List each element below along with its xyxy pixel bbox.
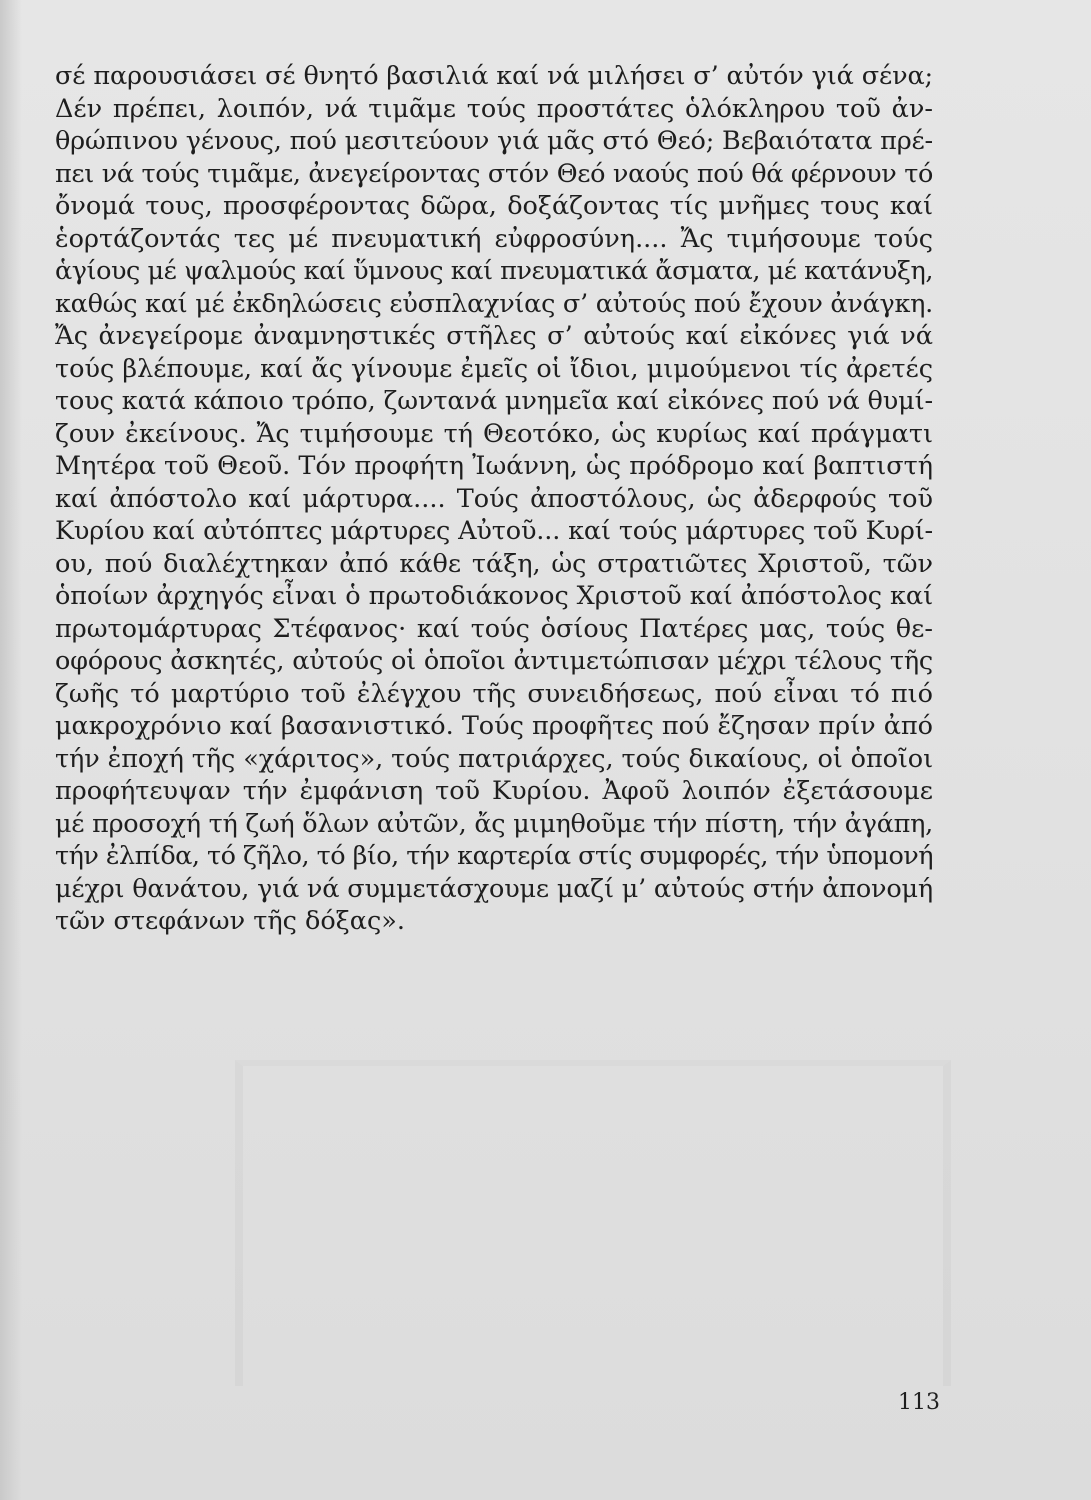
text-line: πρωτομάρτυρας Στέφανος· καί τούς ὁσίους Πατέρες μας, τούς θε- bbox=[55, 613, 933, 644]
text-line: μέ προσοχή τή ζωή ὅλων αὐτῶν, ἄς μιμηθοῦμε τήν πίστη, τήν ἀγάπη, bbox=[55, 808, 933, 839]
text-line: μακροχρόνιο καί βασανιστικό. Τούς προφῆτες πού ἔζησαν πρίν ἀπό bbox=[55, 711, 933, 741]
text-line: πει νά τούς τιμᾶμε, ἀνεγείροντας στόν Θεό ναούς πού θά φέρνουν τό bbox=[55, 158, 934, 189]
text-line: καί ἀπόστολο καί μάρτυρα.... Τούς ἀποστόλους, ὡς ἀδερφούς τοῦ bbox=[55, 483, 933, 514]
text-line: Κυρίου καί αὐτόπτες μάρτυρες Αὐτοῦ... καί τούς μάρτυρες τοῦ Κυρί- bbox=[55, 516, 934, 546]
text-line: ὄνομά τους, προσφέροντας δῶρα, δοξάζοντας τίς μνῆμες τους καί bbox=[55, 191, 933, 221]
text-line: ζωῆς τό μαρτύριο τοῦ ἐλέγχου τῆς συνειδήσεως, πού εἶναι τό πιό bbox=[55, 678, 933, 709]
text-line: Μητέρα τοῦ Θεοῦ. Τόν προφήτη Ἰωάννη, ὡς πρόδρομο καί βαπτιστή bbox=[55, 451, 933, 481]
text-line: προφήτευψαν τήν ἐμφάνιση τοῦ Κυρίου. Ἀφοῦ λοιπόν ἐξετάσουμε bbox=[55, 776, 933, 806]
text-line: τῶν στεφάνων τῆς δόξας». bbox=[55, 906, 405, 936]
show-through-image bbox=[235, 1060, 951, 1386]
text-line: τούς βλέπουμε, καί ἄς γίνουμε ἐμεῖς οἱ ἴδιοι, μιμούμενοι τίς ἀρετές bbox=[55, 353, 933, 384]
body-text bbox=[55, 60, 933, 938]
text-line: ἑορτάζοντάς τες μέ πνευματική εὐφροσύνη.... Ἄς τιμήσουμε τούς bbox=[55, 223, 933, 254]
text-line: ου, πού διαλέχτηκαν ἀπό κάθε τάξη, ὡς στρατιῶτες Χριστοῦ, τῶν bbox=[55, 548, 933, 579]
text-line: σέ παρουσιάσει σέ θνητό βασιλιά καί νά μιλήσει σ’ αὐτόν γιά σένα; bbox=[55, 61, 934, 91]
text-line: οφόρους ἀσκητές, αὐτούς οἱ ὁποῖοι ἀντιμετώπισαν μέχρι τέλους τῆς bbox=[55, 646, 934, 676]
text-line: καθώς καί μέ ἐκδηλώσεις εὐσπλαχνίας σ’ αὐτούς πού ἔχουν ἀνάγκη. bbox=[55, 288, 933, 319]
text-line: Δέν πρέπει, λοιπόν, νά τιμᾶμε τούς προστάτες ὁλόκληρου τοῦ ἀν- bbox=[55, 93, 933, 124]
text-line: τήν ἐποχή τῆς «χάριτος», τούς πατριάρχες, τούς δικαίους, οἱ ὁποῖοι bbox=[55, 743, 933, 774]
text-line: τήν ἐλπίδα, τό ζῆλο, τό βίο, τήν καρτερία στίς συμφορές, τήν ὑπομονή bbox=[55, 841, 933, 871]
text-line: μέχρι θανάτου, γιά νά συμμετάσχουμε μαζί μ’ αὐτούς στήν ἀπονομή bbox=[55, 873, 933, 904]
text-line: θρώπινου γένους, πού μεσιτεύουν γιά μᾶς στό Θεό; Βεβαιότατα πρέ- bbox=[55, 126, 933, 156]
text-line: ἁγίους μέ ψαλμούς καί ὕμνους καί πνευματικά ἄσματα, μέ κατάνυξη, bbox=[55, 256, 933, 286]
page-number: 113 bbox=[898, 1390, 940, 1415]
text-line: τους κατά κάποιο τρόπο, ζωντανά μνημεῖα καί εἰκόνες πού νά θυμί- bbox=[55, 386, 933, 416]
text-line: ζουν ἐκείνους. Ἄς τιμήσουμε τή Θεοτόκο, ὡς κυρίως καί πράγματι bbox=[55, 418, 933, 449]
text-line: ὁποίων ἀρχηγός εἶναι ὁ πρωτοδιάκονος Χριστοῦ καί ἀπόστολος καί bbox=[55, 581, 933, 611]
text-line: Ἄς ἀνεγείρομε ἀναμνηστικές στῆλες σ’ αὐτούς καί εἰκόνες γιά νά bbox=[55, 321, 933, 351]
